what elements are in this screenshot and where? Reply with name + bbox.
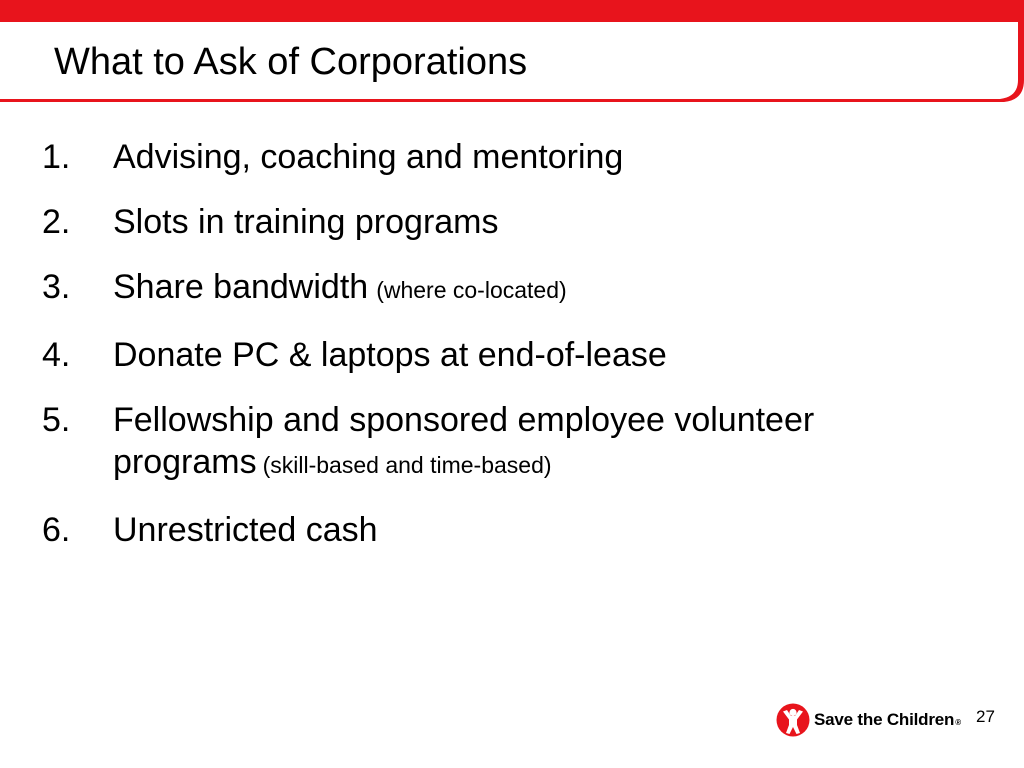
list-item-note: (where co-located) [376,277,567,303]
list-item-number: 6. [42,511,71,549]
child-figure-icon [776,703,810,737]
list-item-text: Advising, coaching and mentoring [113,138,624,176]
list-item-text-wrap [113,330,993,380]
list-item-text: Fellowship and sponsored employee volunteer [113,401,815,439]
logo-text-wrap [814,710,961,730]
list-item-number: 3. [42,268,71,306]
page-number: 27 [976,707,995,726]
list-item-text-wrap [113,395,993,490]
list-item [0,197,1024,247]
list-item-note: (skill-based and time-based) [262,452,552,478]
list-item [0,505,1024,555]
list-item-text-wrap [113,262,993,315]
list-item-text: Share bandwidth [113,268,369,306]
numbered-list [0,132,1024,570]
page-title: What to Ask of Corporations [54,41,528,83]
list-item-text-line2-wrap [113,437,993,490]
list-item [0,330,1024,380]
list-item-text: Slots in training programs [113,203,499,241]
logo-text: Save the Children [814,710,955,729]
list-item-number: 4. [42,336,71,374]
list-item-text-wrap [113,505,993,555]
save-the-children-logo [776,700,961,740]
list-item-text: Unrestricted cash [113,511,378,549]
list-item-number: 5. [42,401,71,439]
list-item [0,395,1024,490]
list-item-text-line2: programs [113,443,257,481]
list-item [0,262,1024,315]
list-item-number: 2. [42,203,71,241]
list-item-text: Donate PC & laptops at end-of-lease [113,336,667,374]
list-item-text-wrap [113,132,993,182]
list-item [0,132,1024,182]
list-item-text-wrap [113,197,993,247]
registered-mark: ® [955,718,961,727]
list-item-number: 1. [42,138,71,176]
